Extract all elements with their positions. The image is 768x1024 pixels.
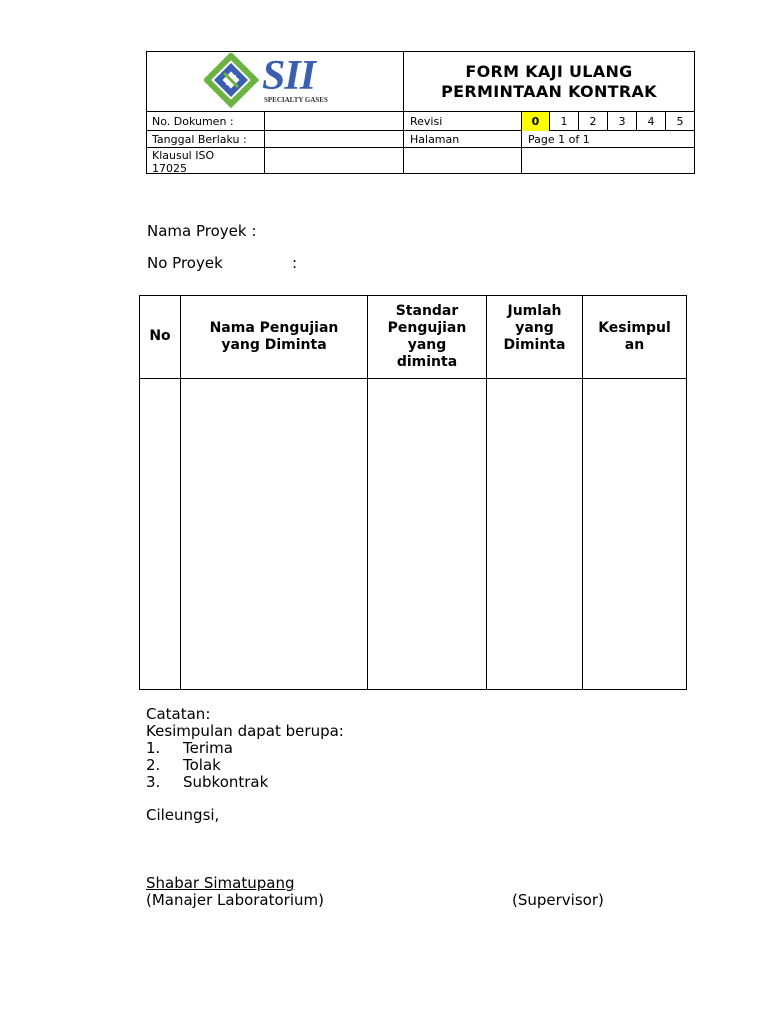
table-column-divider bbox=[486, 295, 487, 690]
form-title-line: FORM KAJI ULANG bbox=[465, 62, 633, 81]
column-header-line: yang bbox=[407, 337, 447, 353]
table-column-divider bbox=[180, 295, 181, 690]
column-header-line: Pengujian bbox=[387, 320, 467, 336]
signature-place: Cileungsi, bbox=[146, 806, 220, 824]
manager-name: Shabar Simatupang bbox=[146, 874, 295, 892]
list-item: Tolak bbox=[183, 756, 221, 774]
list-item-number: 3. bbox=[146, 773, 161, 791]
column-header-line: Nama Pengujian bbox=[209, 320, 339, 336]
halaman-label: Halaman bbox=[410, 133, 460, 146]
revision-cell: 1 bbox=[560, 115, 568, 128]
column-header-nama-pengujian bbox=[181, 320, 367, 354]
no-proyek-colon: : bbox=[292, 254, 298, 272]
column-header-line: Standar bbox=[395, 303, 459, 319]
column-header-line: Jumlah bbox=[507, 303, 562, 319]
revision-cell-active: 0 bbox=[522, 112, 549, 131]
no-proyek-label: No Proyek bbox=[147, 254, 223, 272]
list-item: Subkontrak bbox=[183, 773, 269, 791]
column-header-line: an bbox=[624, 337, 645, 353]
revision-cell: 3 bbox=[618, 115, 626, 128]
logo-subtitle: SPECIALTY GASES bbox=[264, 96, 328, 104]
klausul-label bbox=[152, 149, 214, 175]
company-logo bbox=[204, 53, 350, 109]
column-header-line: yang Diminta bbox=[221, 337, 327, 353]
table-column-divider bbox=[582, 295, 583, 690]
klausul-label-line: 17025 bbox=[152, 162, 187, 175]
form-title bbox=[404, 62, 694, 102]
column-header-no: No bbox=[149, 328, 171, 344]
klausul-label-line: Klausul ISO bbox=[152, 149, 215, 162]
list-item: Terima bbox=[183, 739, 233, 757]
kesimpulan-intro: Kesimpulan dapat berupa: bbox=[146, 722, 344, 740]
column-header-line: Diminta bbox=[503, 337, 566, 353]
nama-proyek-label: Nama Proyek : bbox=[147, 222, 257, 240]
halaman-value: Page 1 of 1 bbox=[528, 133, 590, 146]
revision-cell: 2 bbox=[589, 115, 597, 128]
column-header-jumlah bbox=[487, 303, 582, 354]
column-header-line: diminta bbox=[396, 354, 458, 370]
revision-cell: 4 bbox=[647, 115, 655, 128]
catatan-label: Catatan: bbox=[146, 705, 211, 723]
table-header-divider bbox=[139, 378, 687, 379]
list-item-number: 2. bbox=[146, 756, 161, 774]
logo-text: SII bbox=[262, 53, 316, 99]
supervisor-title: (Supervisor) bbox=[512, 891, 604, 909]
revisi-label: Revisi bbox=[410, 115, 443, 128]
form-title-line: PERMINTAAN KONTRAK bbox=[441, 82, 657, 101]
no-dokumen-label: No. Dokumen : bbox=[152, 115, 234, 128]
column-header-line: Kesimpul bbox=[598, 320, 671, 336]
column-header-standar bbox=[368, 303, 486, 371]
revision-cell: 5 bbox=[676, 115, 684, 128]
list-item-number: 1. bbox=[146, 739, 161, 757]
header-divider bbox=[146, 147, 695, 148]
column-header-kesimpulan bbox=[583, 320, 686, 354]
column-header-line: yang bbox=[515, 320, 554, 336]
manager-title: (Manajer Laboratorium) bbox=[146, 891, 324, 909]
tanggal-berlaku-label: Tanggal Berlaku : bbox=[152, 133, 247, 146]
header-divider bbox=[264, 111, 265, 174]
